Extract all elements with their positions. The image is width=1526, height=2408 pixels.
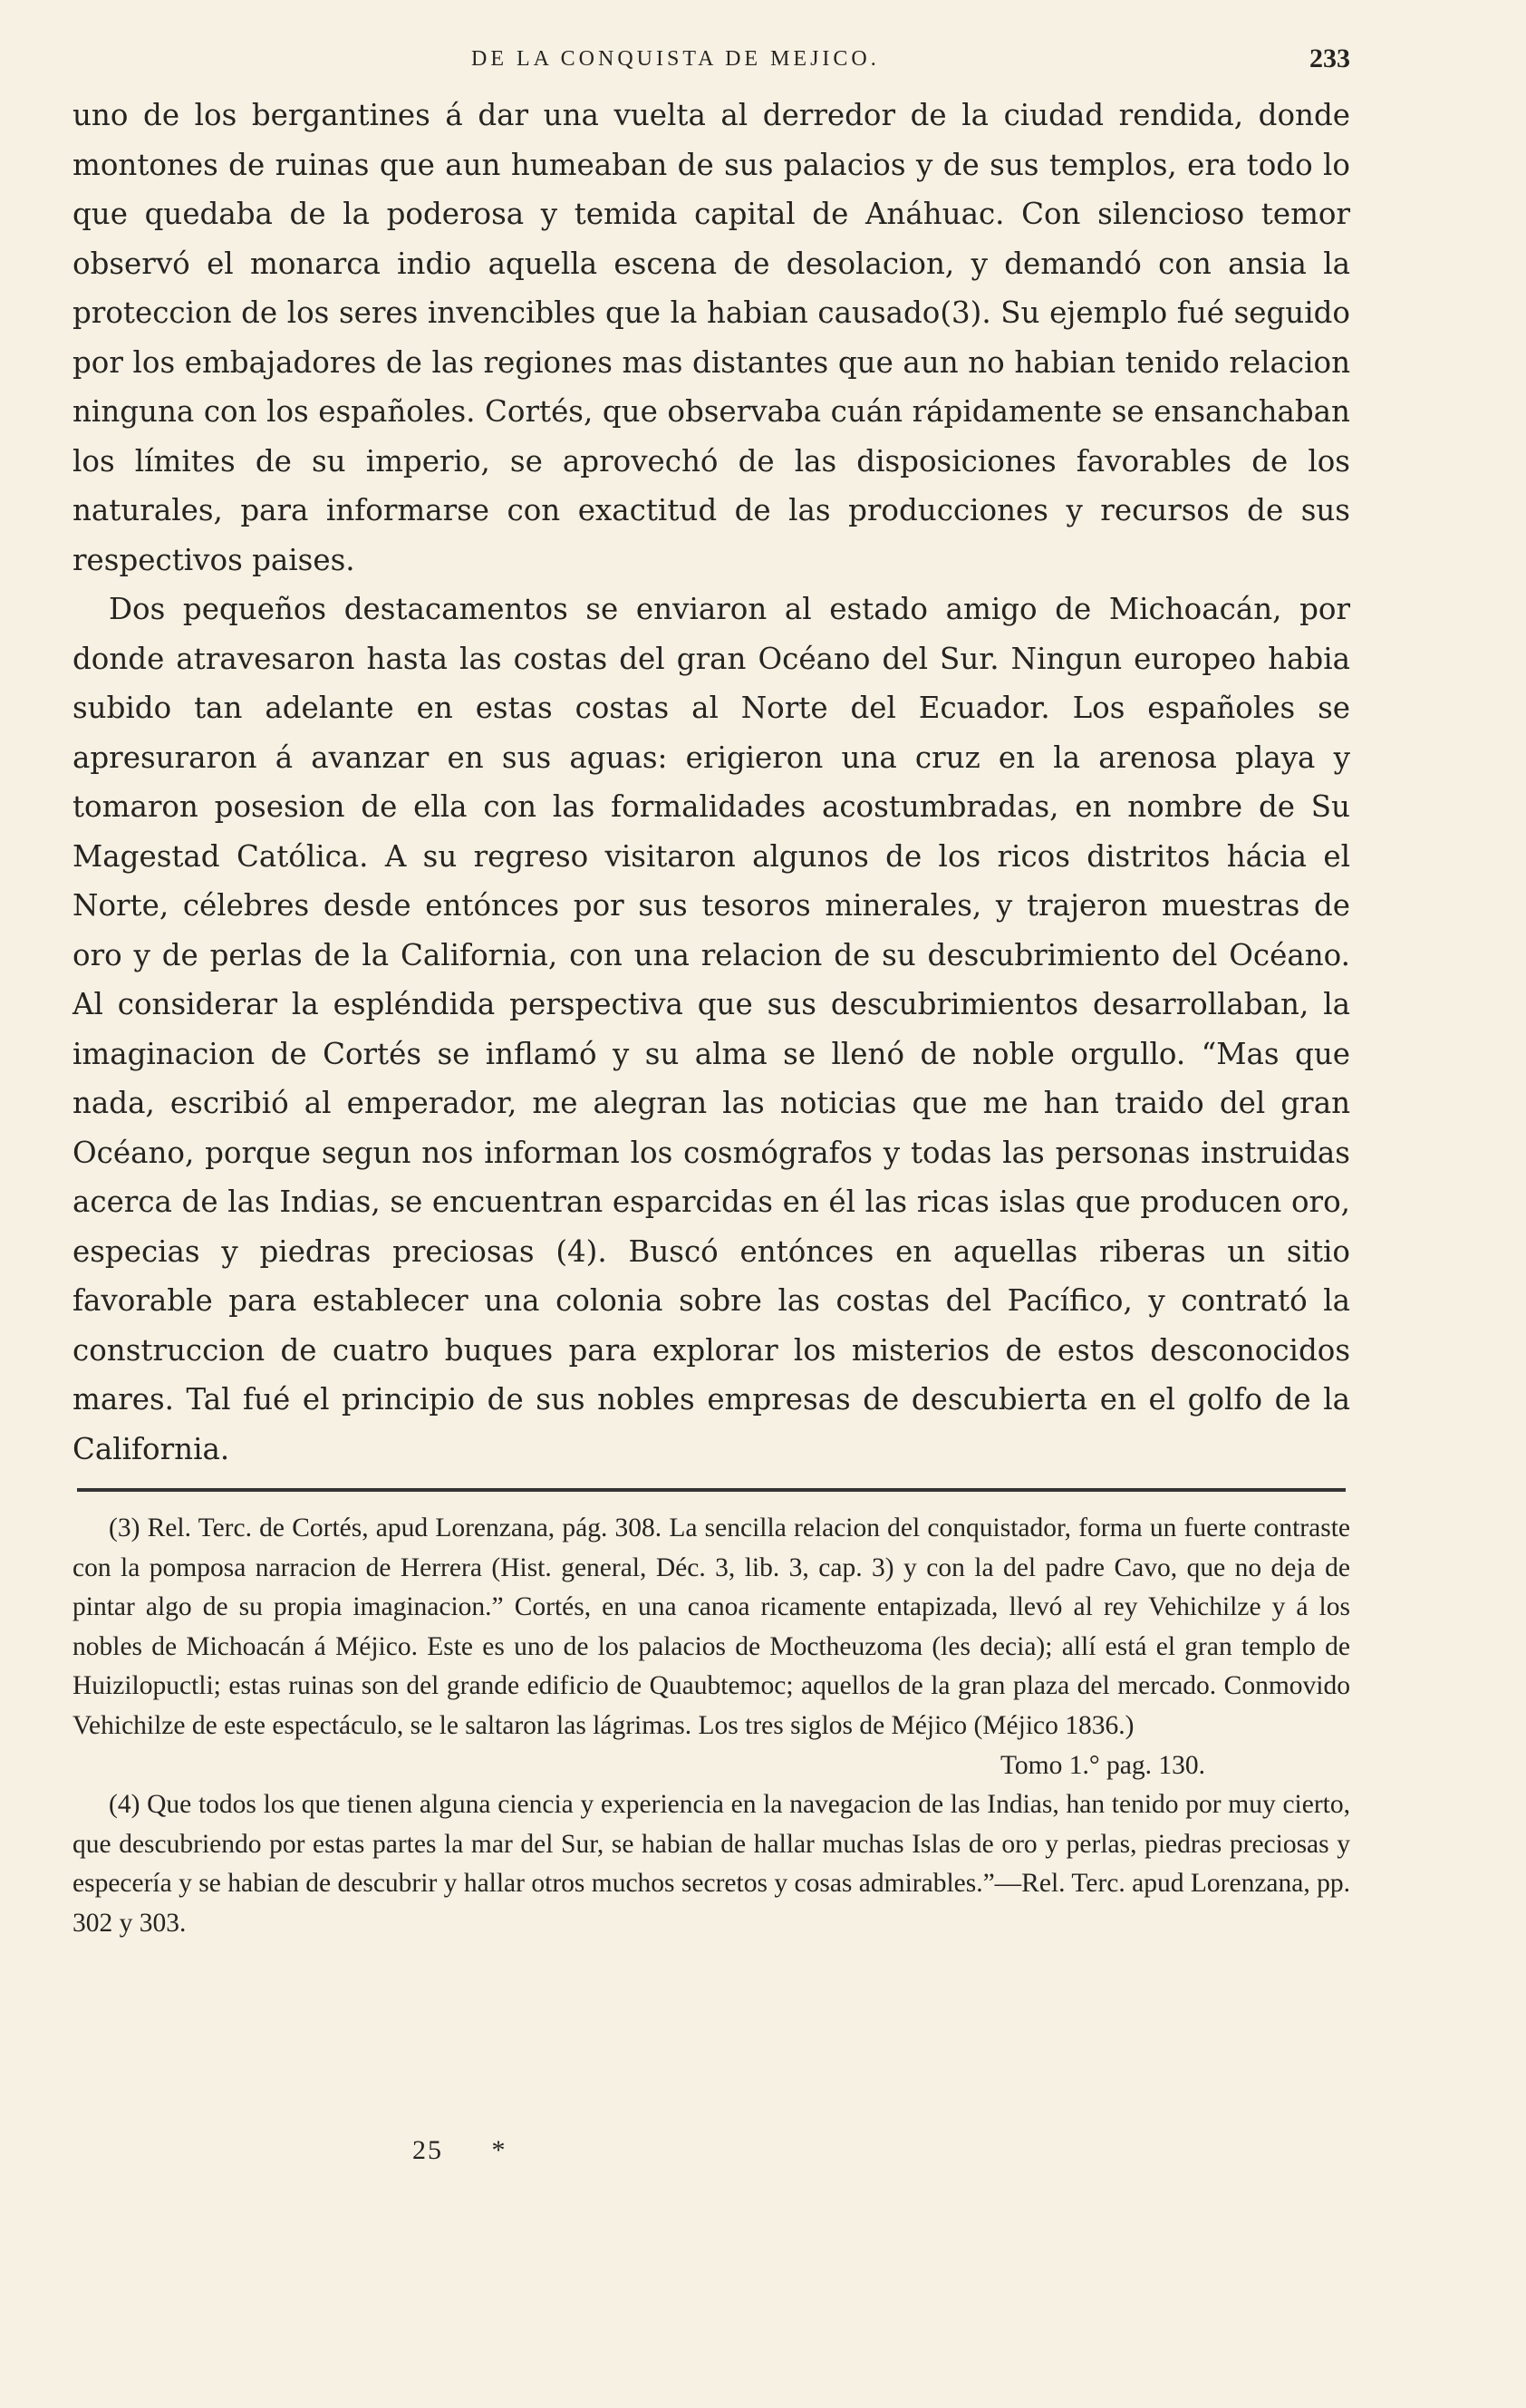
page-number: 233 bbox=[1309, 44, 1350, 73]
footnotes bbox=[72, 1509, 1350, 1944]
footnote-divider bbox=[77, 1488, 1346, 1492]
main-text bbox=[72, 91, 1350, 1474]
footnote-3-reference: Tomo 1.° pag. 130. bbox=[1000, 1750, 1205, 1780]
printer-signature bbox=[412, 2135, 507, 2166]
running-title: DE LA CONQUISTA DE MEJICO. bbox=[471, 47, 880, 71]
footnote-3: (3) Rel. Terc. de Cortés, apud Lorenzana, pág. 308. La sencilla relacion del conquistador, forma un fuerte contraste con la pomposa narracion de Herrera (Hist. general, Déc. 3, lib. 3, cap. 3) y con la del padre Cavo, que no deja de pintar algo de su propia imaginacion.” Cortés, en una canoa ricamente entapizada, llevó al rey Vehichilze y á los nobles de Michoacán á Méjico. Este es uno de los palacios de Moctheuzoma (les decia); allí está el gran templo de Huizilopuctli; estas ruinas son del grande edificio de Quaubtemoc; aquellos de la gran plaza del mercado. Conmovido Vehichilze de este espectáculo, se le saltaron las lágrimas. Los tres siglos de Méjico (Méjico 1836.) bbox=[72, 1513, 1350, 1740]
footnote-4: (4) Que todos los que tienen alguna ciencia y experiencia en la navegacion de las Indias, han tenido por muy cierto, que descubriendo por estas partes la mar del Sur, se habian de hallar muchas Islas de oro y perlas, piedras preciosas y especería y se habian de descubrir y hallar otros muchos secretos y cosas admirables.”—Rel. Terc. apud Lorenzana, pp. 302 y 303. bbox=[72, 1790, 1350, 1938]
signature-number: 25 bbox=[412, 2135, 443, 2165]
signature-mark: * bbox=[491, 2135, 507, 2165]
paragraph: Dos pequeños destacamentos se enviaron al estado amigo de Michoacán, por donde atravesaron hasta las costas del gran Océano del Sur. Ningun europeo habia subido tan adelante en estas costas al Norte del Ecuador. Los españoles se apresuraron á avanzar en sus aguas: erigieron una cruz en la arenosa playa y tomaron posesion de ella con las formalidades acostumbradas, en nombre de Su Magestad Católica. A su regreso visitaron algunos de los ricos distritos hácia el Norte, célebres desde entónces por sus tesoros minerales, y trajeron muestras de oro y de perlas de la California, con una relacion de su descubrimiento del Océano. Al considerar la espléndida perspectiva que sus descubrimientos desarrollaban, la imaginacion de Cortés se inflamó y su alma se llenó de noble orgullo. “Mas que nada, escribió al emperador, me alegran las noticias que me han traido del gran Océano, porque segun nos informan los cosmógrafos y todas las personas instruidas acerca de las Indias, se encuentran esparcidas en él las ricas islas que producen oro, especias y piedras preciosas (4). Buscó entónces en aquellas riberas un sitio favorable para establecer una colonia sobre las costas del Pacífico, y contrató la construccion de cuatro buques para explorar los misterios de estos desconocidos mares. Tal fué el principio de sus nobles empresas de descubierta en el golfo de la California. bbox=[72, 592, 1350, 1466]
paragraph: uno de los bergantines á dar una vuelta al derredor de la ciudad rendida, donde montones de ruinas que aun humeaban de sus palacios y de sus templos, era todo lo que quedaba de la poderosa y temida capital de Anáhuac. Con silencioso temor observó el monarca indio aquella escena de desolacion, y demandó con ansia la proteccion de los seres invencibles que la habian causado(3). Su ejemplo fué seguido por los embajadores de las regiones mas distantes que aun no habian tenido relacion ninguna con los españoles. Cortés, que observaba cuán rápidamente se ensanchaban los límites de su imperio, se aprovechó de las disposiciones favorables de los naturales, para informarse con exactitud de las producciones y recursos de sus respectivos paises. bbox=[72, 98, 1350, 577]
page-header bbox=[72, 44, 1350, 83]
